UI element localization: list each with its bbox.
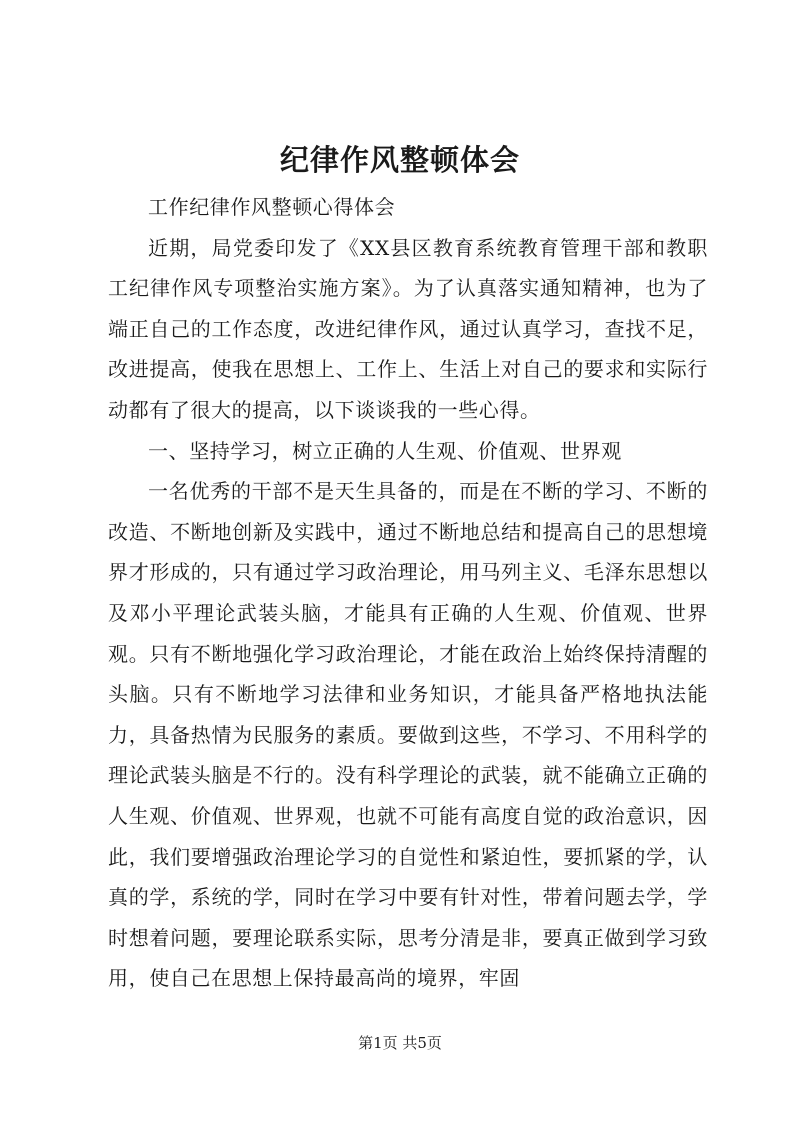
section-paragraph: 一名优秀的干部不是天生具备的，而是在不断的学习、不断的改造、不断地创新及实践中，通过不断地总结和提高自己的思想境界才形成的，只有通过学习政治理论，用马列主义、毛泽东思想以及邓小平理论武装头脑，才能具有正确的人生观、价值观、世界观。只有不断地强化学习政治理论，才能在政治上始终保持清醒的头脑。只有不断地学习法律和业务知识，才能具备严格地执法能力，具备热情为民服务的素质。要做到这些，不学习、不用科学的理论武装头脑是不行的。没有科学理论的武装，就不能确立正确的人生观、价值观、世界观，也就不可能有高度自觉的政治意识，因此，我们要增强政治理论学习的自觉性和紧迫性，要抓紧的学，认真的学，系统的学，同时在学习中要有针对性，带着问题去学，学时想着问题，要理论联系实际，思考分清是非，要真正做到学习致用，使自己在思想上保持最高尚的境界，牢固 [108,479,708,991]
document-subtitle: 工作纪律作风整顿心得体会 [148,195,396,219]
page-number-text: 第1页 共5页 [358,1034,442,1052]
document-title: 纪律作风整顿体会 [279,143,520,177]
intro-paragraph: 近期，局党委印发了《XX县区教育系统教育管理干部和教职工纪律作风专项整治实施方案》。为了认真落实通知精神，也为了端正自己的工作态度，改进纪律作风，通过认真学习，查找不足，改进提高，使我在思想上、工作上、生活上对自己的要求和实际行动都有了很大的提高，以下谈谈我的一些心得。 [108,235,708,422]
document-body [108,187,708,999]
page-footer [0,1033,800,1053]
section-heading: 一、坚持学习，树立正确的人生观、价值观、世界观 [148,438,622,463]
